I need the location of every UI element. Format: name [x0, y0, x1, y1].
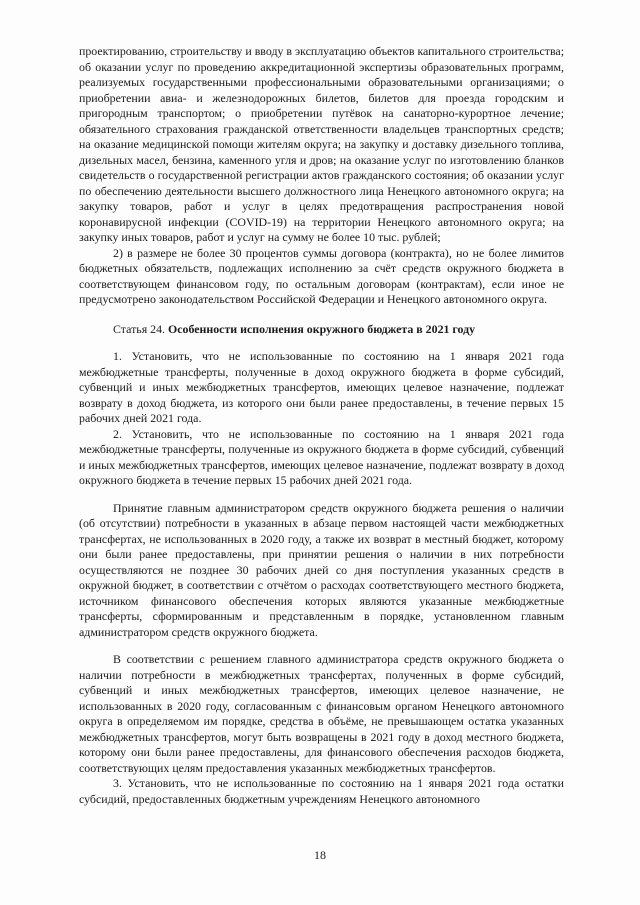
document-body: [79, 44, 564, 807]
paragraph-part-3: 3. Установить, что не использованные по состоянию на 1 января 2021 года остатки субсидий, предоставленных бюджетным учреждениям Ненецкого автономного: [79, 776, 564, 806]
page-number: 18: [314, 848, 326, 862]
paragraph-decision: Принятие главным администратором средств окружного бюджета решения о наличии (об отсутствии) потребности в указанных в абзаце первом настоящей части межбюджетных трансфертах, не использованных в 2020 году, а также их возврат в местный бюджет, которому они были ранее предоставлены, при принятии решения о наличии в них потребности осуществляются не позднее 30 рабочих дней со дня поступления указанных средств в окружной бюджет, в соответствии с отчётом о расходах соответствующего местного бюджета, источником финансового обеспечения которых являются указанные межбюджетные трансферты, сформированным и представленным в порядке, установленном главным администратором средств окружного бюджета.: [79, 500, 564, 639]
paragraph-return: В соответствии с решением главного администратора средств окружного бюджета о наличии потребности в межбюджетных трансфертах, полученных в форме субсидий, субвенций и иных межбюджетных трансфертов, имеющих целевое назначение, не использованных в 2020 году, согласованным с финансовым органом Ненецкого автономного округа в определяемом им порядке, средства в объёме, не превышающем остатка указанных межбюджетных трансфертов, могут быть возвращены в 2021 году в доход местного бюджета, которому они были ранее предоставлены, для финансового обеспечения расходов бюджета, соответствующих целям предоставления указанных межбюджетных трансфертов.: [79, 652, 564, 775]
article-prefix: Статья 24.: [113, 321, 168, 336]
paragraph-part-2: 2. Установить, что не использованные по состоянию на 1 января 2021 года межбюджетные трансферты, полученные из окружного бюджета в форме субсидий, субвенций и иных межбюджетных трансфертов, имеющих целевое назначение, подлежат возврату в доход окружного бюджета в течение первых 15 рабочих дней 2021 года.: [79, 426, 564, 487]
paragraph-item-2: 2) в размере не более 30 процентов суммы договора (контракта), но не более лимитов бюджетных обязательств, подлежащих исполнению за счёт средств окружного бюджета в соответствующем финансовом году, по остальным договорам (контрактам), если иное не предусмотрено законодательством Российской Федерации и Ненецкого автономного округа.: [79, 245, 564, 306]
article-heading: [79, 322, 564, 338]
paragraph-part-1: 1. Установить, что не использованные по состоянию на 1 января 2021 года межбюджетные трансферты, полученные в доход окружного бюджета в форме субсидий, субвенций и иных межбюджетных трансфертов, имеющих целевое назначение, подлежат возврату в доход бюджета, из которого они были ранее предоставлены, в течение первых 15 рабочих дней 2021 года.: [79, 349, 564, 425]
paragraph-continuation: проектированию, строительству и вводу в эксплуатацию объектов капитального строительства; об оказании услуг по проведению аккредитационной экспертизы образовательных программ, реализуемых государственными профессиональными образовательными организациями; о приобретении авиа- и железнодорожных билетов, билетов для проезда городским и пригородным транспортом; о приобретении путёвок на санаторно-курортное лечение; обязательного страхования гражданской ответственности владельцев транспортных средств; на оказание медицинской помощи жителям округа; на закупку и доставку дизельного топлива, дизельных масел, бензина, каменного угля и дров; на оказание услуг по изготовлению бланков свидетельств о государственной регистрации актов гражданского состояния; об оказании услуг по обеспечению деятельности высшего должностного лица Ненецкого автономного округа; на закупку товаров, работ и услуг в целях предотвращения распространения новой коронавирусной инфекции (COVID-19) на территории Ненецкого автономного округа; на закупку иных товаров, работ и услуг на сумму не более 10 тыс. рублей;: [79, 44, 564, 244]
article-title: Особенности исполнения окружного бюджета в 2021 году: [167, 321, 476, 336]
